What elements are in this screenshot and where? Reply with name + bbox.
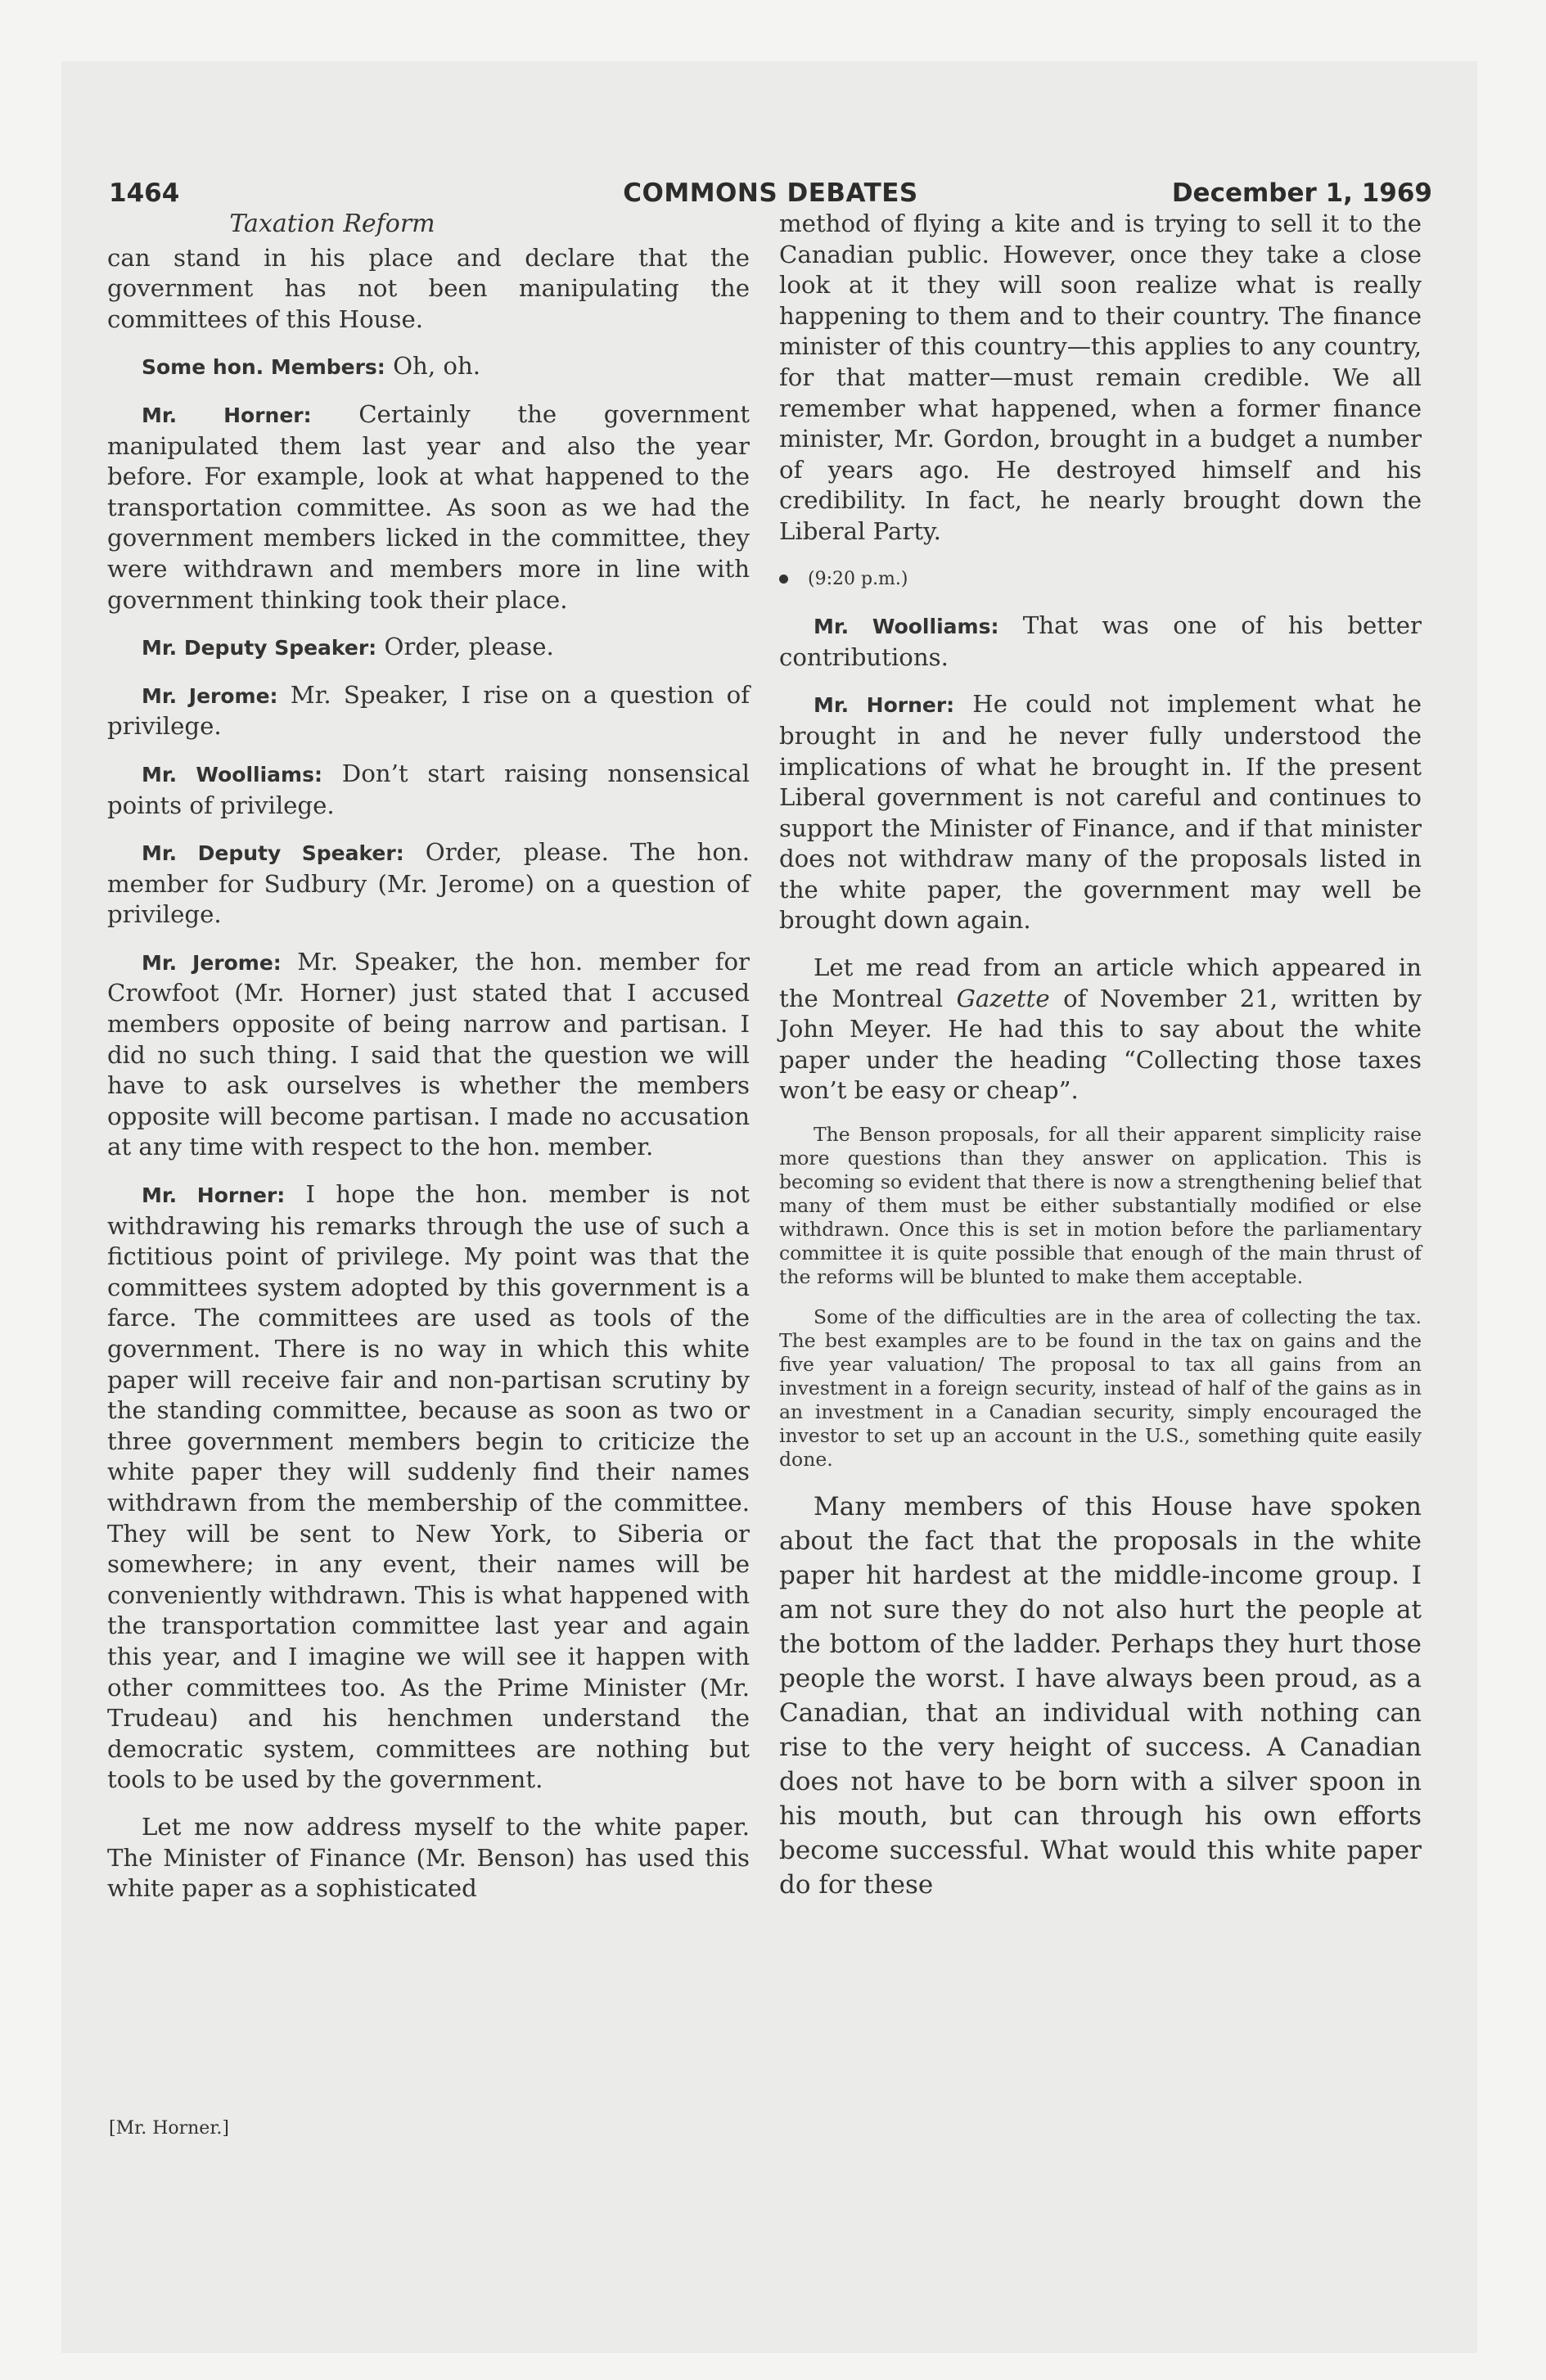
quote-text: The Benson proposals, for all their apparent simplicity raise more questions than they answer on application. This is becoming so evident that there is now a strengthening belief that many of them must be either substantially modified or else withdrawn. Once this is set in motion before the parliamentary committee it is quite possible that enough of the main thrust of the reforms will be blunted to make them acceptable. [779, 1123, 1422, 1289]
paragraph [107, 632, 750, 664]
paragraph [107, 759, 750, 821]
paragraph [779, 953, 1422, 1107]
paragraph-text: Don’t start raising nonsensical points of privilege. [107, 759, 750, 819]
paragraph-text: can stand in his place and declare that the government has not been manipulating the committees of this House. [107, 243, 750, 333]
paragraph-text: Mr. Speaker, I rise on a question of privilege. [107, 680, 750, 741]
paragraph-text: Mr. Speaker, the hon. member for Crowfoot (Mr. Horner) just stated that I accused members opposite of being narrow and partisan. I did no such thing. I said that the question we will have to ask ourselves is whether the members opposite will become partisan. I made no accusation at any time with respect to the hon. member. [107, 947, 750, 1161]
speaker-name: Mr. Jerome: [142, 950, 282, 975]
paragraph-text: Order, please. [384, 633, 554, 661]
speaker-name: Mr. Deputy Speaker: [142, 636, 377, 660]
paragraph [779, 209, 1422, 548]
paragraph-text: of November 21, written by John Meyer. He had this to say about the white paper under the heading “Collecting those taxes won’t be easy or cheap”. [779, 984, 1422, 1105]
paragraph-text: Let me now address myself to the white paper. The Minister of Finance (Mr. Benson) has used this white paper as a sophisticated [107, 1812, 750, 1903]
paragraph-text: He could not implement what he brought in and he never fully understood the implications of what he brought in. If the present Liberal government is not careful and continues to support the Minister of Finance, and if that minister does not withdraw many of the proposals listed in the white paper, the government may well be brought down again. [779, 690, 1422, 935]
paragraph [779, 689, 1422, 936]
publication-date: December 1, 1969 [1171, 178, 1432, 208]
quote-text: Some of the difficulties are in the area of collecting the tax. The best examples are to be found in the tax on gains and the five year valuation/ The proposal to tax all gains from an investment in a foreign security, instead of half of the gains as in an investment in a Canadian security, simply encouraged the investor to set up an account in the U.S., something quite easily done. [779, 1305, 1422, 1472]
paragraph [107, 1179, 750, 1796]
paragraph-text: Many members of this House have spoken about the fact that the proposals in the white paper hit hardest at the middle-income group. I am not sure they do not also hurt the people at the bottom of the ladder. Perhaps they hurt those people the worst. I have always been proud, as a Canadian, that an individual with nothing can rise to the very height of success. A Canadian does not have to be born with a silver spoon in his mouth, but can through his own efforts become successful. What would this white paper do for these [779, 1492, 1422, 1900]
paragraph-text: Certainly the government manipulated them last year and also the year before. For example, look at what happened to the transportation committee. As soon as we had the government members licked in the committee, they were withdrawn and members more in line with government thinking took their place. [107, 399, 750, 614]
paragraph [107, 243, 750, 336]
paragraph [107, 837, 750, 931]
paragraph [779, 1490, 1422, 1902]
time-text: (9:20 p.m.) [808, 568, 908, 589]
publication-title: COMMONS DEBATES [623, 178, 918, 208]
quoted-passage [779, 1305, 1422, 1472]
paragraph [107, 399, 750, 615]
quoted-passage [779, 1123, 1422, 1289]
speaker-name: Mr. Horner: [142, 1183, 286, 1208]
paragraph [779, 611, 1422, 673]
speaker-footer: [Mr. Horner.] [109, 2118, 230, 2139]
page-number: 1464 [109, 178, 180, 208]
section-title: Taxation Reform [229, 210, 435, 238]
left-column [107, 209, 750, 1921]
bullet-icon [779, 575, 788, 584]
speaker-name: Mr. Jerome: [142, 683, 278, 708]
newspaper-name: Gazette [956, 984, 1050, 1012]
paragraph-text: method of flying a kite and is trying to sell it to the Canadian public. However, once they take a close look at it they will soon realize what is really happening to them and to their country. The finance minister of this country—this applies to any country, for that matter—must remain credible. We all remember what happened, when a former finance minister, Mr. Gordon, brought in a budget a number of years ago. He destroyed himself and his credibility. In fact, he nearly brought down the Liberal Party. [779, 210, 1422, 545]
right-column [779, 209, 1422, 1918]
speaker-name: Mr. Horner: [142, 403, 312, 427]
speaker-name: Mr. Woolliams: [814, 615, 999, 639]
paragraph-text: Let me read from an article which appeared in the Montreal [779, 953, 1422, 1012]
speaker-name: Mr. Horner: [814, 693, 955, 718]
paragraph [107, 947, 750, 1163]
time-marker [779, 564, 1422, 595]
paragraph-text: That was one of his better contributions. [779, 611, 1422, 671]
paragraph-text: I hope the hon. member is not withdrawing his remarks through the use of such a fictitious point of privilege. My point was that the committees system adopted by this government is a farce. The committees are used as tools of the government. There is no way in which this white paper will receive fair and non-partisan scrutiny by the standing committee, because as soon as two or three government members begin to criticize the white paper they will suddenly find their names withdrawn from the membership of the committee. They will be sent to New York, to Siberia or somewhere; in any event, their names will be conveniently withdrawn. This is what happened with the transportation committee last year and again this year, and I imagine we will see it happen with other committees too. As the Prime Minister (Mr. Trudeau) and his henchmen understand the democratic system, committees are nothing but tools to be used by the government. [107, 1180, 750, 1794]
speaker-name: Mr. Woolliams: [142, 762, 322, 787]
paragraph [107, 680, 750, 742]
paragraph [107, 351, 750, 383]
speaker-name: Mr. Deputy Speaker: [142, 841, 404, 866]
speaker-name: Some hon. Members: [142, 355, 385, 380]
paragraph-text: Oh, oh. [393, 352, 481, 381]
paragraph-text: Order, please. The hon. member for Sudbury (Mr. Jerome) on a question of privilege. [107, 838, 750, 929]
paragraph [107, 1812, 750, 1904]
